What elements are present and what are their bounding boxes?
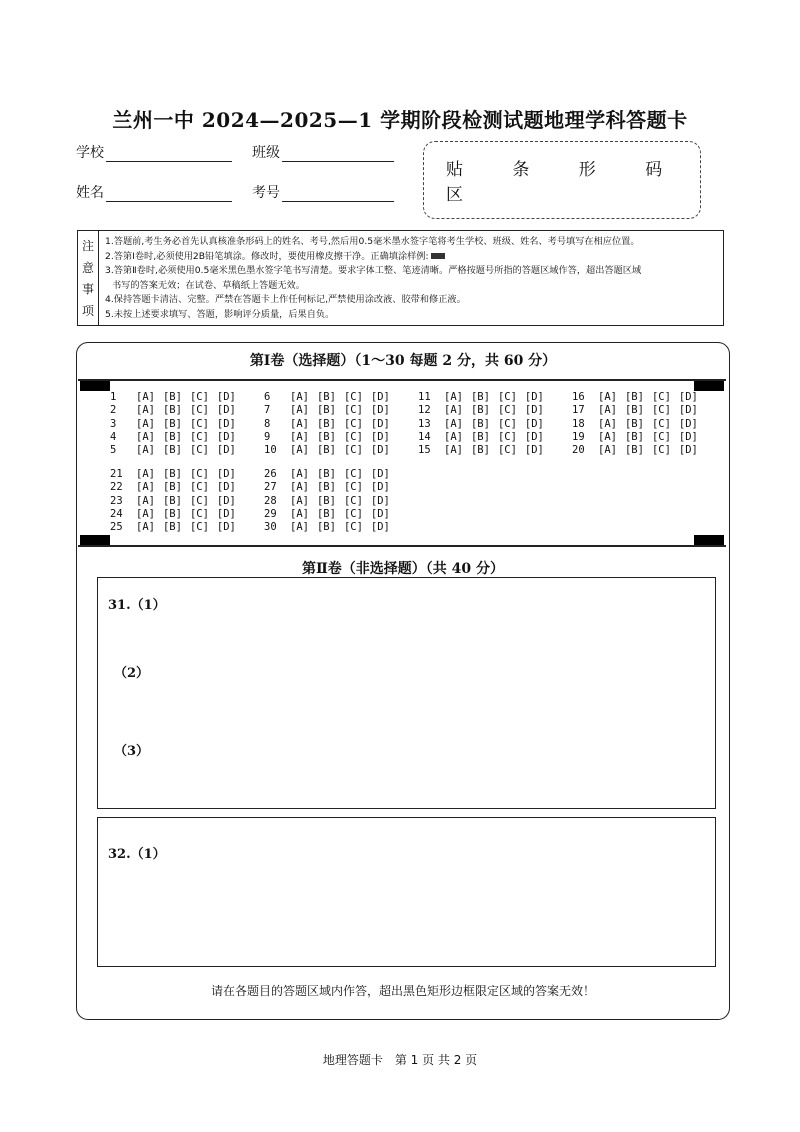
choice-bubble[interactable]: [D]: [216, 404, 236, 417]
answer-box-32[interactable]: [97, 817, 716, 967]
alignment-mark: [80, 381, 110, 391]
choice-bubble[interactable]: [B]: [162, 521, 182, 534]
choice-bubble[interactable]: [C]: [189, 417, 209, 430]
choice-bubble[interactable]: [A]: [136, 521, 155, 534]
choice-bubble[interactable]: [D]: [370, 430, 390, 443]
choice-bubble[interactable]: [D]: [524, 404, 544, 417]
choice-bubble[interactable]: [B]: [162, 404, 182, 417]
choice-bubble[interactable]: [D]: [370, 404, 390, 417]
choice-column: [110, 391, 244, 457]
choice-bubble[interactable]: [A]: [290, 481, 309, 494]
notice-label-char: 事: [81, 282, 94, 297]
choice-row: [572, 444, 706, 457]
choice-bubble[interactable]: [D]: [216, 494, 236, 507]
choice-bubble[interactable]: [A]: [444, 444, 463, 457]
choice-bubble[interactable]: [C]: [189, 521, 209, 534]
choice-bubble[interactable]: [B]: [316, 444, 336, 457]
choice-bubble[interactable]: [C]: [651, 430, 671, 443]
choice-column: [264, 468, 398, 534]
notice-body: [99, 231, 723, 325]
choice-bubble[interactable]: [A]: [444, 417, 463, 430]
choice-bubble[interactable]: [A]: [136, 507, 155, 520]
notice-label-char: 注: [81, 239, 94, 254]
choice-bubble[interactable]: [B]: [162, 444, 182, 457]
choice-bubble[interactable]: [D]: [370, 468, 390, 480]
choice-bubble[interactable]: [C]: [343, 481, 363, 494]
choice-bubble[interactable]: [B]: [162, 507, 182, 520]
alignment-mark: [694, 381, 724, 391]
page-footer: 地理答题卡 第 1 页 共 2 页: [322, 1053, 478, 1067]
boundary-warning: 请在各题目的答题区域内作答，超出黑色矩形边框限定区域的答案无效！: [210, 984, 595, 998]
choice-row: [572, 391, 706, 404]
choice-bubble[interactable]: [A]: [444, 404, 463, 417]
question-number: 27: [264, 481, 277, 494]
question-number: 21: [110, 468, 123, 480]
choice-bubble[interactable]: [A]: [136, 391, 155, 403]
choice-bubble[interactable]: [C]: [497, 391, 517, 403]
choice-bubble[interactable]: [D]: [678, 391, 698, 403]
choice-bubble[interactable]: [D]: [678, 404, 698, 417]
choice-bubble[interactable]: [D]: [216, 391, 236, 403]
q31-part2-label: （2）: [114, 666, 150, 681]
question-number: 18: [572, 417, 585, 430]
choice-bubble[interactable]: [D]: [370, 444, 390, 457]
choice-bubble[interactable]: [C]: [189, 468, 209, 480]
exam-no-blank[interactable]: [282, 187, 394, 202]
class-label: 班级: [252, 145, 280, 161]
choice-bubble[interactable]: [A]: [598, 391, 617, 403]
choice-bubble[interactable]: [D]: [216, 444, 236, 457]
choice-bubble[interactable]: [B]: [624, 444, 644, 457]
choice-bubble[interactable]: [A]: [136, 430, 155, 443]
notice-item-5: 5.未按上述要求填写、答题，影响评分质量，后果自负。: [105, 308, 335, 320]
name-field[interactable]: [76, 182, 232, 202]
choice-row: [110, 468, 244, 481]
choice-row: [264, 431, 398, 444]
choice-bubble[interactable]: [C]: [189, 430, 209, 443]
choice-bubble[interactable]: [A]: [136, 494, 155, 507]
fill-sample-mark: [431, 253, 445, 259]
choice-bubble[interactable]: [B]: [162, 494, 182, 507]
notice-item-2-text: 2.答第Ⅰ卷时,必须使用2B铅笔填涂。修改时，要使用橡皮擦干净。正确填涂样例:: [105, 250, 429, 262]
choice-row: [572, 418, 706, 431]
choice-bubble[interactable]: [C]: [343, 494, 363, 507]
answer-box-31[interactable]: [97, 577, 716, 809]
choice-bubble[interactable]: [B]: [470, 391, 490, 403]
choice-bubble[interactable]: [A]: [136, 444, 155, 457]
question-number: 30: [264, 521, 277, 534]
choice-bubble[interactable]: [D]: [216, 417, 236, 430]
choice-bubble[interactable]: [D]: [370, 417, 390, 430]
choice-bubble[interactable]: [C]: [343, 468, 363, 480]
choice-bubble[interactable]: [B]: [316, 507, 336, 520]
question-number: 20: [572, 444, 585, 457]
question-number: 17: [572, 404, 585, 417]
page-title: 兰州一中 2024—2025—1 学期阶段检测试题地理学科答题卡: [112, 108, 688, 132]
choice-row: [264, 508, 398, 521]
choice-bubble[interactable]: [B]: [624, 430, 644, 443]
choice-bubble[interactable]: [C]: [497, 444, 517, 457]
q32-label: 32.（1）: [108, 847, 166, 862]
choice-bubble[interactable]: [B]: [162, 481, 182, 494]
exam-no-label: 考号: [252, 185, 280, 201]
question-number: 8: [264, 417, 271, 430]
name-label: 姓名: [76, 185, 104, 201]
question-number: 29: [264, 507, 277, 520]
choice-bubble[interactable]: [D]: [216, 521, 236, 534]
choice-bubble[interactable]: [A]: [598, 404, 617, 417]
choice-bubble[interactable]: [D]: [370, 494, 390, 507]
choice-column: [110, 468, 244, 534]
choice-row: [418, 391, 552, 404]
choice-row: [110, 521, 244, 534]
choice-bubble[interactable]: [C]: [343, 521, 363, 534]
choice-bubble[interactable]: [B]: [624, 391, 644, 403]
choice-bubble[interactable]: [A]: [290, 444, 309, 457]
q31-part3-label: （3）: [114, 744, 150, 759]
section2-title: 第Ⅱ卷（非选择题）（共 40 分）: [301, 561, 505, 577]
choice-bubble[interactable]: [D]: [216, 507, 236, 520]
choice-bubble[interactable]: [A]: [136, 481, 155, 494]
choice-column: [572, 391, 706, 457]
choice-bubble[interactable]: [C]: [343, 417, 363, 430]
choice-bubble[interactable]: [B]: [470, 417, 490, 430]
choice-bubble[interactable]: [C]: [343, 430, 363, 443]
choice-bubble[interactable]: [C]: [189, 494, 209, 507]
choice-bubble[interactable]: [A]: [290, 507, 309, 520]
choice-bubble[interactable]: [B]: [316, 404, 336, 417]
choice-bubble[interactable]: [C]: [651, 417, 671, 430]
name-blank[interactable]: [106, 187, 232, 202]
question-number: 3: [110, 417, 117, 430]
choice-bubble[interactable]: [B]: [316, 391, 336, 403]
notice-item-3: 3.答第Ⅱ卷时,必须使用0.5毫米黑色墨水签字笔书写清楚。要求字体工整、笔迹清晰。严格按题号所指的答题区域作答，超出答题区域: [105, 265, 642, 277]
choice-row: [572, 431, 706, 444]
choice-bubble[interactable]: [C]: [497, 430, 517, 443]
choice-column: [264, 391, 398, 457]
choice-row: [264, 444, 398, 457]
choice-bubble[interactable]: [D]: [678, 417, 698, 430]
exam-no-field[interactable]: [252, 182, 394, 202]
question-number: 1: [110, 391, 117, 403]
question-number: 24: [110, 507, 123, 520]
question-number: 25: [110, 521, 123, 534]
choice-row: [418, 444, 552, 457]
choice-bubble[interactable]: [A]: [598, 417, 617, 430]
choice-bubble[interactable]: [C]: [189, 404, 209, 417]
choice-bubble[interactable]: [B]: [162, 417, 182, 430]
choice-bubble[interactable]: [B]: [316, 481, 336, 494]
choice-bubble[interactable]: [C]: [651, 391, 671, 403]
question-number: 14: [418, 430, 431, 443]
choice-bubble[interactable]: [C]: [651, 444, 671, 457]
alignment-mark: [694, 535, 724, 545]
choice-row: [418, 418, 552, 431]
choice-bubble[interactable]: [B]: [162, 468, 182, 480]
choice-row: [110, 391, 244, 404]
choice-bubble[interactable]: [C]: [189, 444, 209, 457]
choice-bubble[interactable]: [B]: [162, 391, 182, 403]
choice-bubble[interactable]: [D]: [678, 444, 698, 457]
choice-bubble[interactable]: [A]: [290, 404, 309, 417]
notice-label-char: 项: [81, 303, 94, 318]
choice-bubble[interactable]: [A]: [290, 417, 309, 430]
choice-bubble[interactable]: [B]: [624, 417, 644, 430]
choice-bubble[interactable]: [B]: [470, 444, 490, 457]
choice-row: [110, 508, 244, 521]
choice-row: [110, 495, 244, 508]
choice-bubble[interactable]: [A]: [136, 417, 155, 430]
choice-bubble[interactable]: [A]: [598, 444, 617, 457]
section1-title: 第Ⅰ卷（选择题）（1～30 每题 2 分，共 60 分）: [249, 353, 557, 369]
choice-row: [264, 418, 398, 431]
choice-bubble[interactable]: [C]: [651, 404, 671, 417]
choice-bubble[interactable]: [B]: [316, 468, 336, 480]
choice-bubble[interactable]: [C]: [343, 507, 363, 520]
question-number: 7: [264, 404, 271, 417]
question-number: 6: [264, 391, 271, 403]
class-blank[interactable]: [282, 147, 394, 162]
choice-bubble[interactable]: [B]: [316, 430, 336, 443]
choice-row: [264, 521, 398, 534]
choice-bubble[interactable]: [D]: [370, 507, 390, 520]
choice-row: [110, 404, 244, 417]
question-number: 15: [418, 444, 431, 457]
choice-bubble[interactable]: [D]: [370, 391, 390, 403]
choice-bubble[interactable]: [D]: [370, 481, 390, 494]
choice-bubble[interactable]: [D]: [216, 430, 236, 443]
choice-bubble[interactable]: [A]: [444, 430, 463, 443]
school-blank[interactable]: [106, 147, 232, 162]
choice-bubble[interactable]: [D]: [524, 391, 544, 403]
choice-bubble[interactable]: [D]: [216, 468, 236, 480]
choice-bubble[interactable]: [B]: [162, 430, 182, 443]
barcode-area: [423, 141, 701, 219]
choice-bubble[interactable]: [D]: [524, 417, 544, 430]
choice-bubble[interactable]: [A]: [290, 391, 309, 403]
choice-bubble[interactable]: [A]: [290, 468, 309, 480]
choice-bubble[interactable]: [C]: [189, 481, 209, 494]
question-number: 12: [418, 404, 431, 417]
choice-bubble[interactable]: [B]: [470, 430, 490, 443]
barcode-label: 贴 条 形 码 区: [446, 160, 685, 205]
choice-row: [418, 431, 552, 444]
choice-bubble[interactable]: [B]: [316, 417, 336, 430]
choice-bubble[interactable]: [D]: [678, 430, 698, 443]
question-number: 16: [572, 391, 585, 403]
question-number: 19: [572, 430, 585, 443]
notice-item-2: [105, 250, 717, 265]
choice-bubble[interactable]: [A]: [136, 468, 155, 480]
choice-row: [110, 418, 244, 431]
choice-bubble[interactable]: [B]: [316, 521, 336, 534]
school-label: 学校: [76, 145, 104, 161]
question-number: 4: [110, 430, 117, 443]
question-number: 5: [110, 444, 117, 457]
notice-label-char: 意: [81, 260, 94, 275]
choice-bubble[interactable]: [C]: [189, 391, 209, 403]
choice-bubble[interactable]: [B]: [470, 404, 490, 417]
choice-bubble[interactable]: [A]: [290, 430, 309, 443]
choice-bubble[interactable]: [C]: [343, 404, 363, 417]
question-number: 13: [418, 417, 431, 430]
question-number: 22: [110, 481, 123, 494]
notice-item-3-cont: 书写的答案无效；在试卷、草稿纸上答题无效。: [112, 279, 305, 291]
choice-bubble[interactable]: [B]: [316, 494, 336, 507]
q31-label: 31.（1）: [108, 598, 166, 613]
question-number: 11: [418, 391, 431, 403]
choice-row: [110, 444, 244, 457]
choice-bubble[interactable]: [A]: [290, 521, 309, 534]
choice-row: [572, 404, 706, 417]
question-number: 26: [264, 468, 277, 480]
choice-bubble[interactable]: [A]: [290, 494, 309, 507]
choice-row: [418, 404, 552, 417]
choice-bubble[interactable]: [D]: [370, 521, 390, 534]
choice-bubble[interactable]: [A]: [444, 391, 463, 403]
notice-label: [78, 231, 99, 325]
choice-bubble[interactable]: [C]: [343, 391, 363, 403]
question-number: 9: [264, 430, 271, 443]
choice-bubble[interactable]: [D]: [216, 481, 236, 494]
choice-bubble[interactable]: [B]: [624, 404, 644, 417]
choice-bubble[interactable]: [D]: [524, 444, 544, 457]
notice-box: [77, 230, 724, 326]
choice-row: [264, 391, 398, 404]
alignment-mark: [80, 535, 110, 545]
class-field[interactable]: [252, 142, 394, 162]
choice-column: [418, 391, 552, 457]
school-field[interactable]: [76, 142, 232, 162]
choice-bubble[interactable]: [A]: [598, 430, 617, 443]
choice-row: [110, 481, 244, 494]
question-number: 28: [264, 494, 277, 507]
choice-row: [264, 468, 398, 481]
notice-item-1: 1.答题前,考生务必首先认真核准条形码上的姓名、考号,然后用0.5毫米墨水签字笔将考生学校、班级、姓名、考号填写在相应位置。: [105, 236, 640, 247]
choice-bubble[interactable]: [A]: [136, 404, 155, 417]
question-number: 10: [264, 444, 277, 457]
choice-bubble[interactable]: [C]: [497, 417, 517, 430]
choice-bubble[interactable]: [C]: [343, 444, 363, 457]
notice-item-4: 4.保持答题卡清洁、完整。严禁在答题卡上作任何标记,严禁使用涂改液、胶带和修正液。: [105, 294, 466, 306]
choice-row: [264, 495, 398, 508]
choice-bubble[interactable]: [C]: [189, 507, 209, 520]
question-number: 2: [110, 404, 117, 417]
choice-row: [110, 431, 244, 444]
question-number: 23: [110, 494, 123, 507]
choice-bubble[interactable]: [C]: [497, 404, 517, 417]
choice-row: [264, 481, 398, 494]
choice-bubble[interactable]: [D]: [524, 430, 544, 443]
choice-row: [264, 404, 398, 417]
